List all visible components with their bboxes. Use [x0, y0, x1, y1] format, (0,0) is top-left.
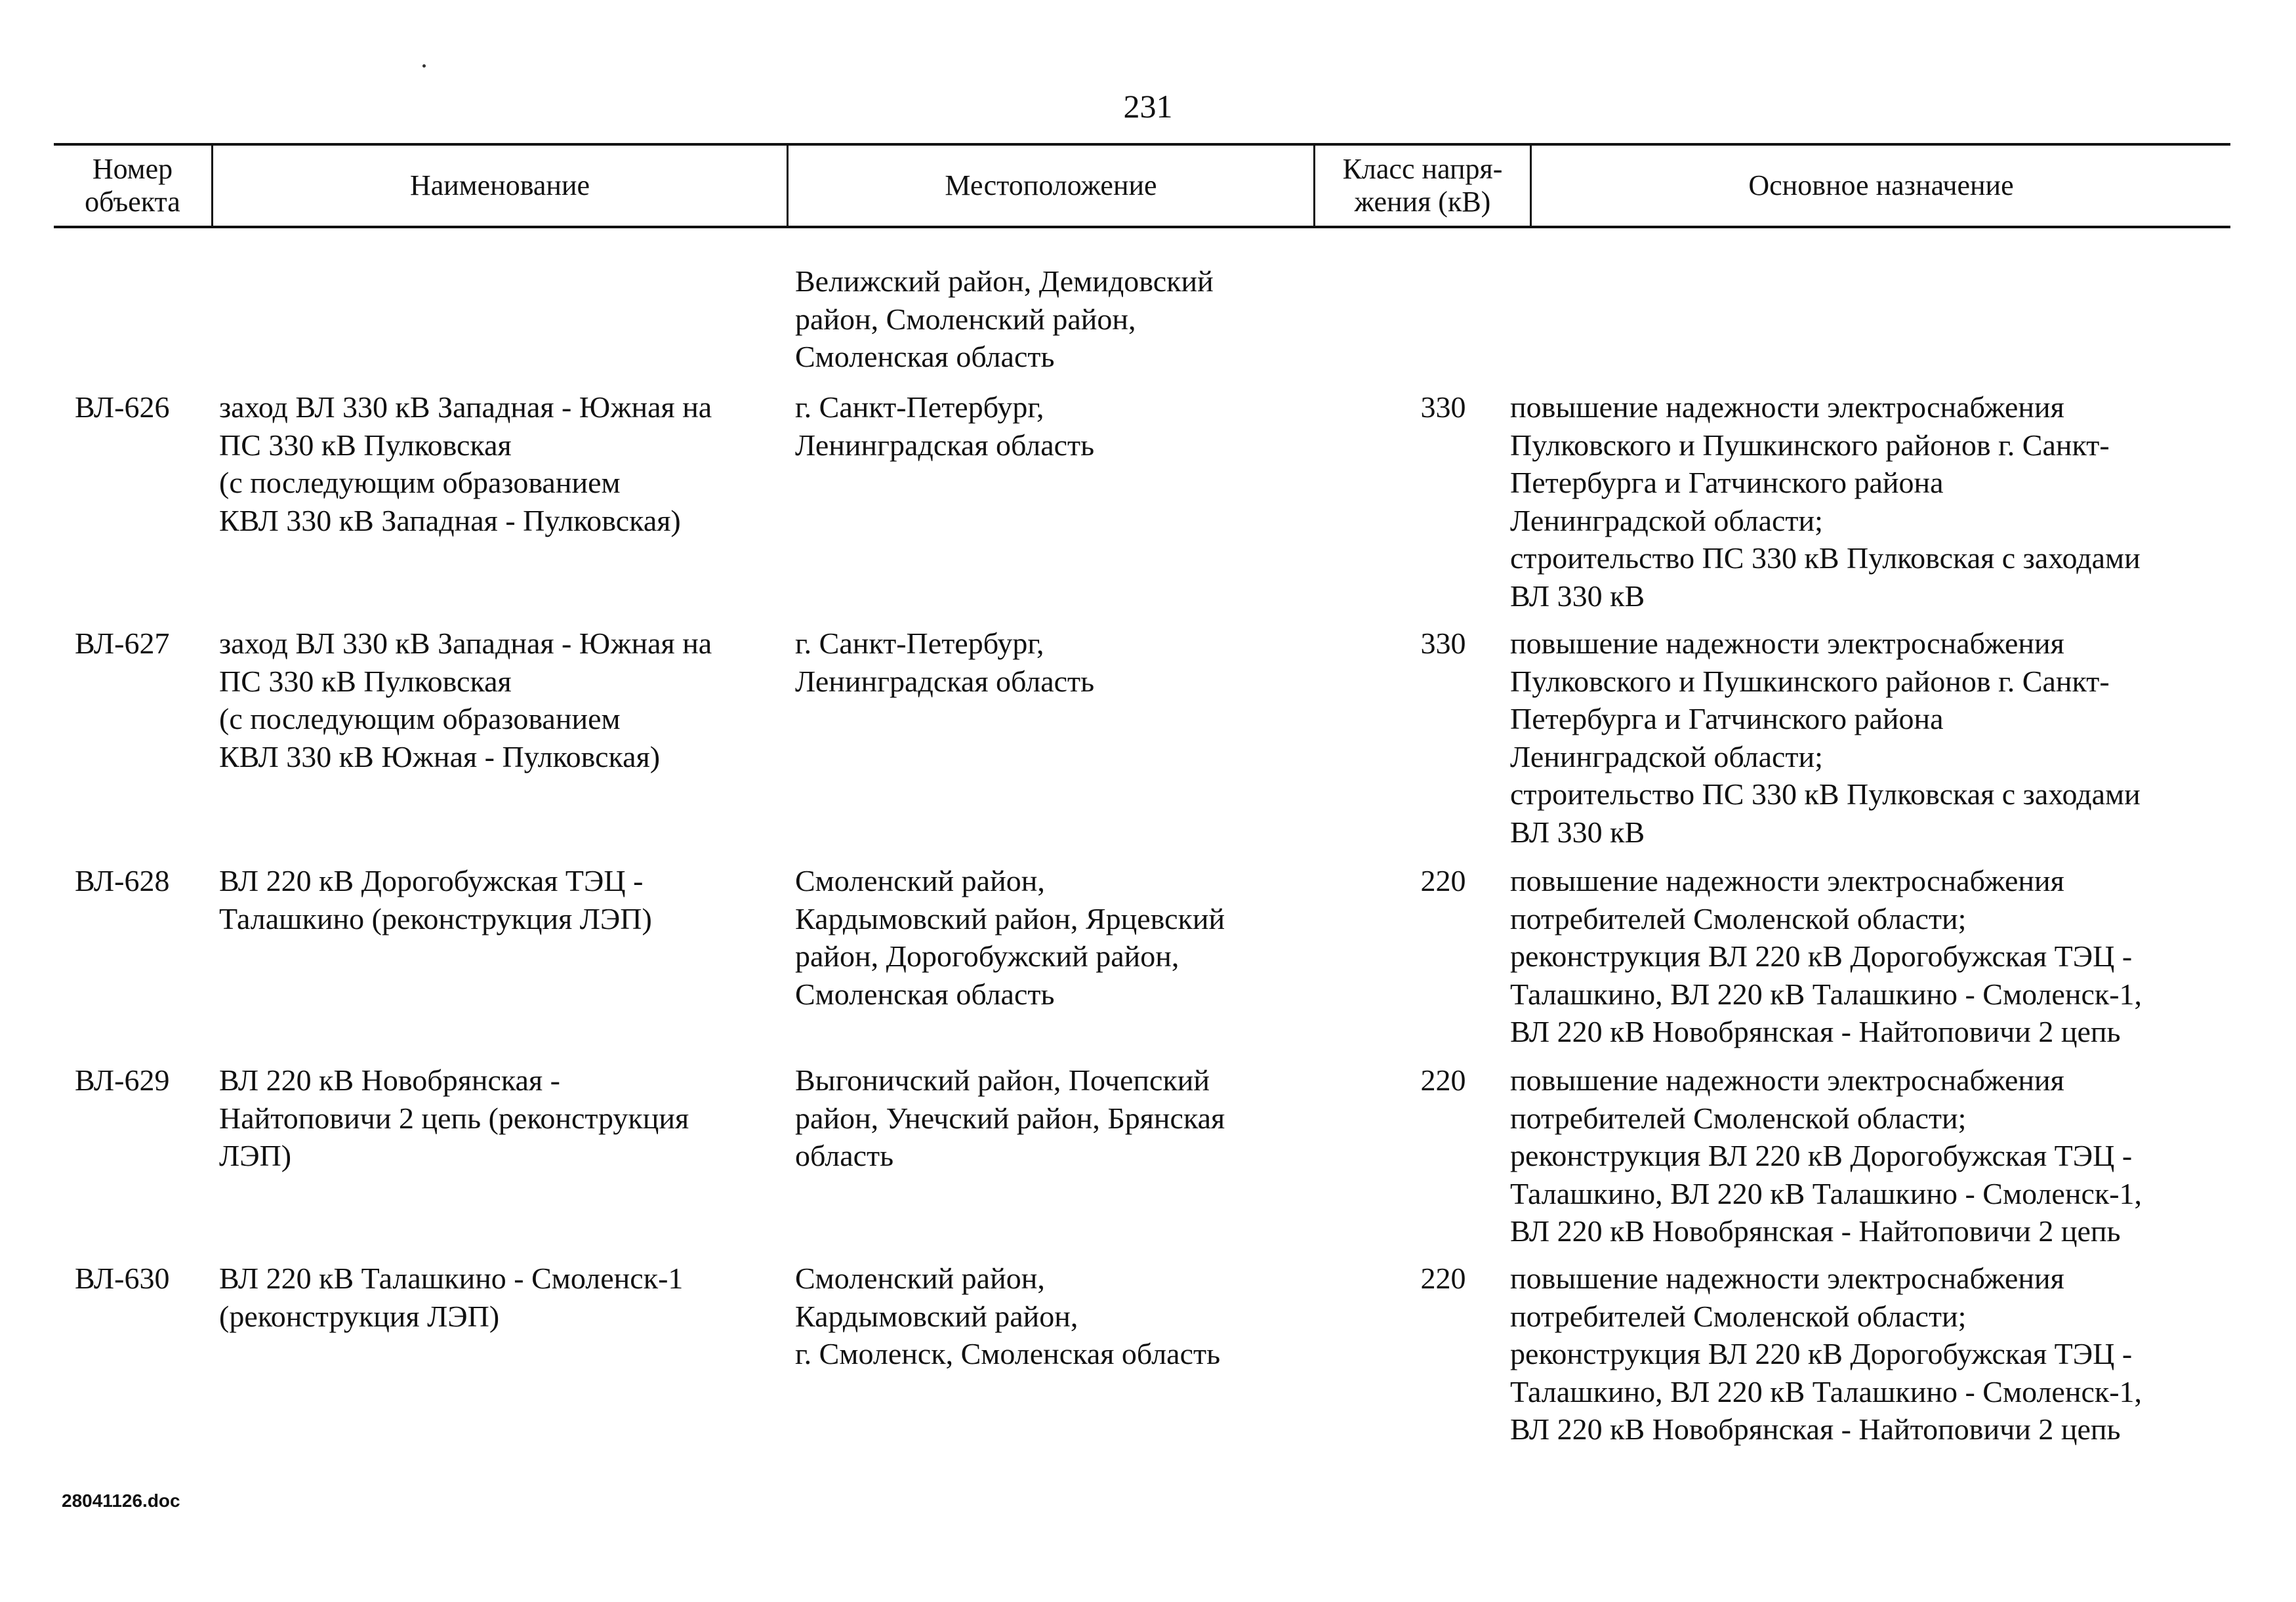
header-voltage: Класс напря- жения (кВ) — [1342, 153, 1503, 218]
cell-number: ВЛ-628 — [75, 864, 170, 897]
cell-purpose: повышение надежности электроснабжения потребителей Смоленской области; реконструкция ВЛ 220 кВ Дорогобужская ТЭЦ - Талашкино, ВЛ 220 кВ Талашкино - Смоленск-1, ВЛ 220 кВ Новобрянская - Найтоповичи 2 цепь — [1510, 1262, 2142, 1446]
cell-name: ВЛ 220 кВ Талашкино - Смоленск-1 (реконструкция ЛЭП) — [219, 1262, 684, 1333]
cell-purpose: повышение надежности электроснабжения Пулковского и Пушкинского районов г. Санкт- Петербурга и Гатчинского района Ленинградской области; строительство ПС 330 кВ Пулковская с заходами ВЛ 330 кВ — [1510, 390, 2141, 613]
cell-name: заход ВЛ 330 кВ Западная - Южная на ПС 330 кВ Пулковская (с последующим образованием КВЛ 330 кВ Западная - Пулковская) — [219, 390, 712, 537]
cell-number: ВЛ-627 — [75, 626, 170, 660]
cell-number: ВЛ-626 — [75, 390, 170, 424]
cell-voltage: 330 — [1420, 626, 1466, 660]
cell-voltage: 330 — [1420, 390, 1466, 424]
header-number: Номер объекта — [85, 153, 180, 218]
cell-purpose: повышение надежности электроснабжения потребителей Смоленской области; реконструкция ВЛ 220 кВ Дорогобужская ТЭЦ - Талашкино, ВЛ 220 кВ Талашкино - Смоленск-1, ВЛ 220 кВ Новобрянская - Найтоповичи 2 цепь — [1510, 1063, 2142, 1248]
scan-speck — [422, 64, 426, 68]
cell-voltage: 220 — [1420, 1063, 1466, 1097]
objects-table — [54, 143, 2230, 1446]
cell-voltage: 220 — [1420, 1262, 1466, 1295]
cell-voltage: 220 — [1420, 864, 1466, 897]
cell-purpose: повышение надежности электроснабжения Пулковского и Пушкинского районов г. Санкт- Петербурга и Гатчинского района Ленинградской области; строительство ПС 330 кВ Пулковская с заходами ВЛ 330 кВ — [1510, 626, 2141, 849]
cell-location: г. Санкт-Петербург, Ленинградская область — [795, 390, 1095, 462]
page-number: 231 — [1123, 88, 1173, 125]
cell-name: ВЛ 220 кВ Дорогобужская ТЭЦ - Талашкино (реконструкция ЛЭП) — [219, 864, 652, 935]
header-location: Местоположение — [945, 169, 1157, 201]
cell-location: Смоленский район, Кардымовский район, г. Смоленск, Смоленская область — [795, 1262, 1221, 1370]
cell-location: Велижский район, Демидовский район, Смоленский район, Смоленская область — [795, 264, 1214, 373]
cell-name: ВЛ 220 кВ Новобрянская - Найтоповичи 2 цепь (реконструкция ЛЭП) — [219, 1063, 689, 1172]
header-purpose: Основное назначение — [1748, 169, 2014, 201]
table-header — [54, 143, 2230, 228]
cell-name: заход ВЛ 330 кВ Западная - Южная на ПС 330 кВ Пулковская (с последующим образованием КВЛ 330 кВ Южная - Пулковская) — [219, 626, 712, 773]
header-name: Наименование — [409, 169, 590, 201]
cell-location: Смоленский район, Кардымовский район, Ярцевский район, Дорогобужский район, Смоленская область — [795, 864, 1225, 1011]
cell-location: г. Санкт-Петербург, Ленинградская область — [795, 626, 1095, 698]
cell-number: ВЛ-629 — [75, 1063, 170, 1097]
cell-purpose: повышение надежности электроснабжения потребителей Смоленской области; реконструкция ВЛ 220 кВ Дорогобужская ТЭЦ - Талашкино, ВЛ 220 кВ Талашкино - Смоленск-1, ВЛ 220 кВ Новобрянская - Найтоповичи 2 цепь — [1510, 864, 2142, 1048]
cell-number: ВЛ-630 — [75, 1262, 170, 1295]
document-filename: 28041126.doc — [62, 1490, 180, 1511]
cell-location: Выгоничский район, Почепский район, Унечский район, Брянская область — [795, 1063, 1225, 1172]
